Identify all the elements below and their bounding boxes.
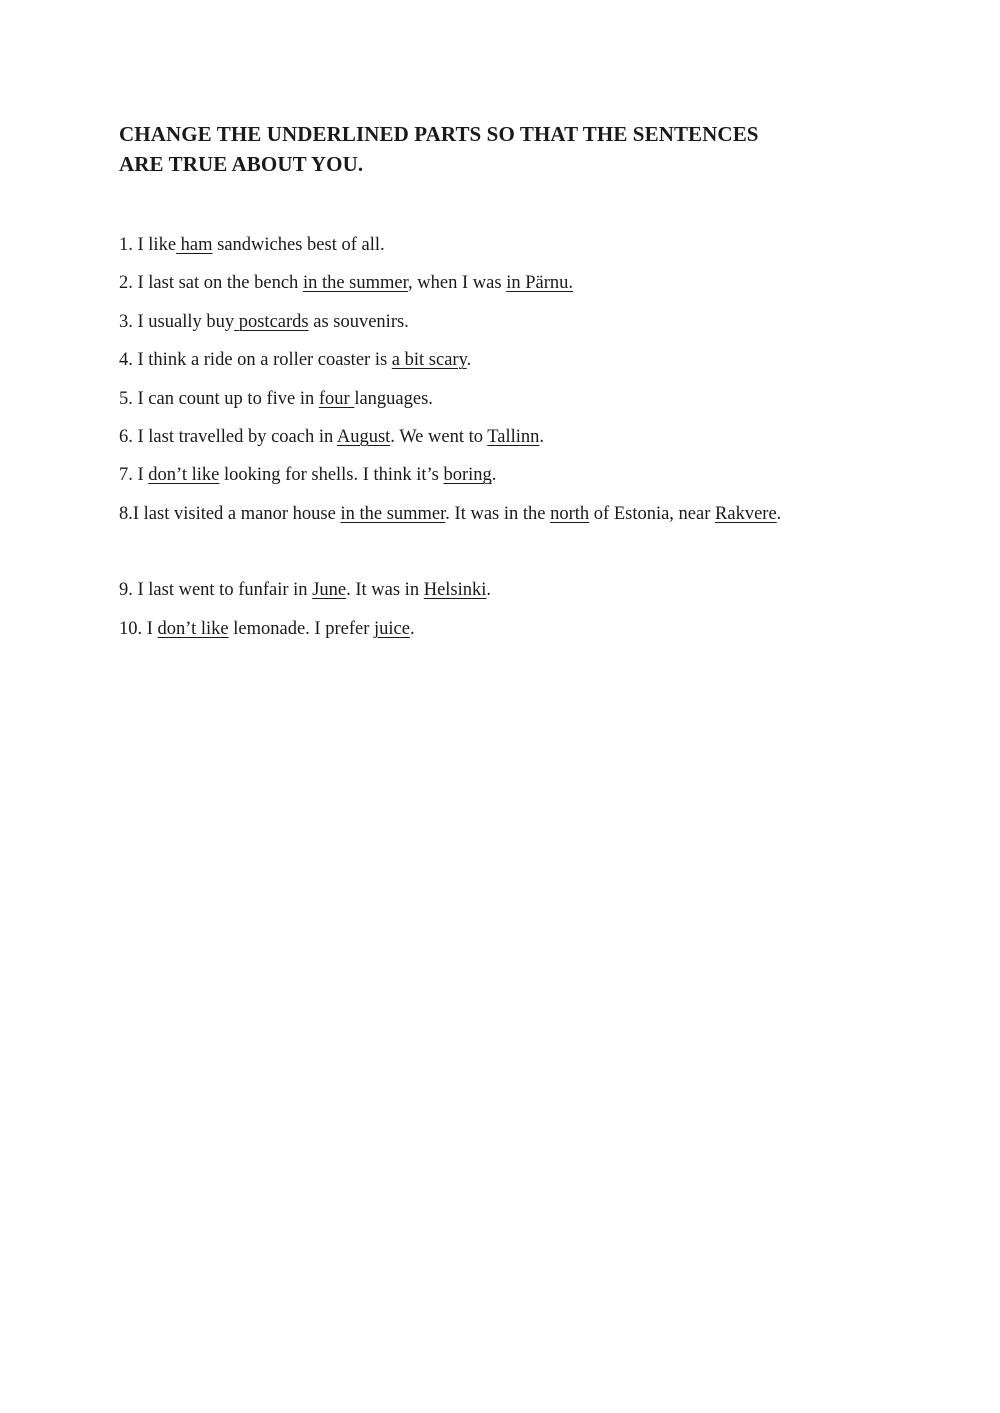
underlined-phrase: Helsinki [423,580,487,601]
underlined-phrase: in the summer [302,273,409,294]
sentence-list [119,232,919,654]
title-line-2: ARE TRUE ABOUT YOU. [119,152,364,176]
sentence-item [119,424,919,450]
underlined-phrase: boring [443,465,492,486]
sentence-text: 8.I last visited a manor house [119,503,341,524]
sentence-item [119,501,919,527]
sentence-text: lemonade. I prefer [228,618,374,639]
sentence-text: . We went to [390,426,488,447]
sentence-item [119,616,919,642]
sentence-text: . [466,350,472,371]
underlined-phrase: June [312,580,347,601]
sentence-text: looking for shells. I think it’s [219,465,444,486]
sentence-text: 6. I last travelled by coach in [119,426,337,447]
sentence-text: as souvenirs. [308,311,409,332]
sentence-text: sandwiches best of all. [212,235,385,255]
sentence-item [119,462,919,488]
sentence-text: 1. I like [119,235,177,255]
sentence-item [119,309,919,335]
sentence-text: 10. I [119,618,158,639]
worksheet-title [119,119,879,179]
underlined-phrase: don’t like [148,465,220,486]
sentence-item [119,577,919,603]
underlined-phrase: ham [176,235,213,255]
sentence-item [119,270,919,296]
underlined-phrase: August [336,426,391,447]
sentence-text: , when I was [408,273,507,294]
sentence-text: . It was in [346,580,424,601]
underlined-phrase: Rakvere [715,503,777,524]
sentence-text: . [491,465,497,486]
sentence-text: . [539,426,545,447]
sentence-text: of Estonia, near [589,503,716,524]
sentence-text: 3. I usually buy [119,311,235,332]
underlined-phrase: postcards [234,311,309,332]
sentence-item [119,347,919,373]
sentence-text: 9. I last went to funfair in [119,580,313,601]
sentence-text: 2. I last sat on the bench [119,273,303,294]
underlined-phrase: four [318,388,355,409]
underlined-phrase: in the summer [340,503,446,524]
underlined-phrase: don’t like [157,618,229,639]
sentence-text: languages. [354,388,433,409]
sentence-text: . [409,618,415,639]
underlined-phrase: a bit scary [391,350,467,371]
sentence-item [119,232,919,258]
title-line-1: CHANGE THE UNDERLINED PARTS SO THAT THE SENTENCES [119,122,759,146]
sentence-text: 5. I can count up to five in [119,388,319,409]
sentence-text: 7. I [119,465,149,486]
underlined-phrase: juice [374,618,410,639]
sentence-text: . It was in the [445,503,551,524]
underlined-phrase: north [550,503,590,524]
sentence-text: . [486,580,492,601]
sentence-item [119,386,919,412]
underlined-phrase: Tallinn [487,426,540,447]
underlined-phrase: in Pärnu. [506,273,573,294]
sentence-text: . [776,503,782,524]
sentence-text: 4. I think a ride on a roller coaster is [119,350,392,371]
